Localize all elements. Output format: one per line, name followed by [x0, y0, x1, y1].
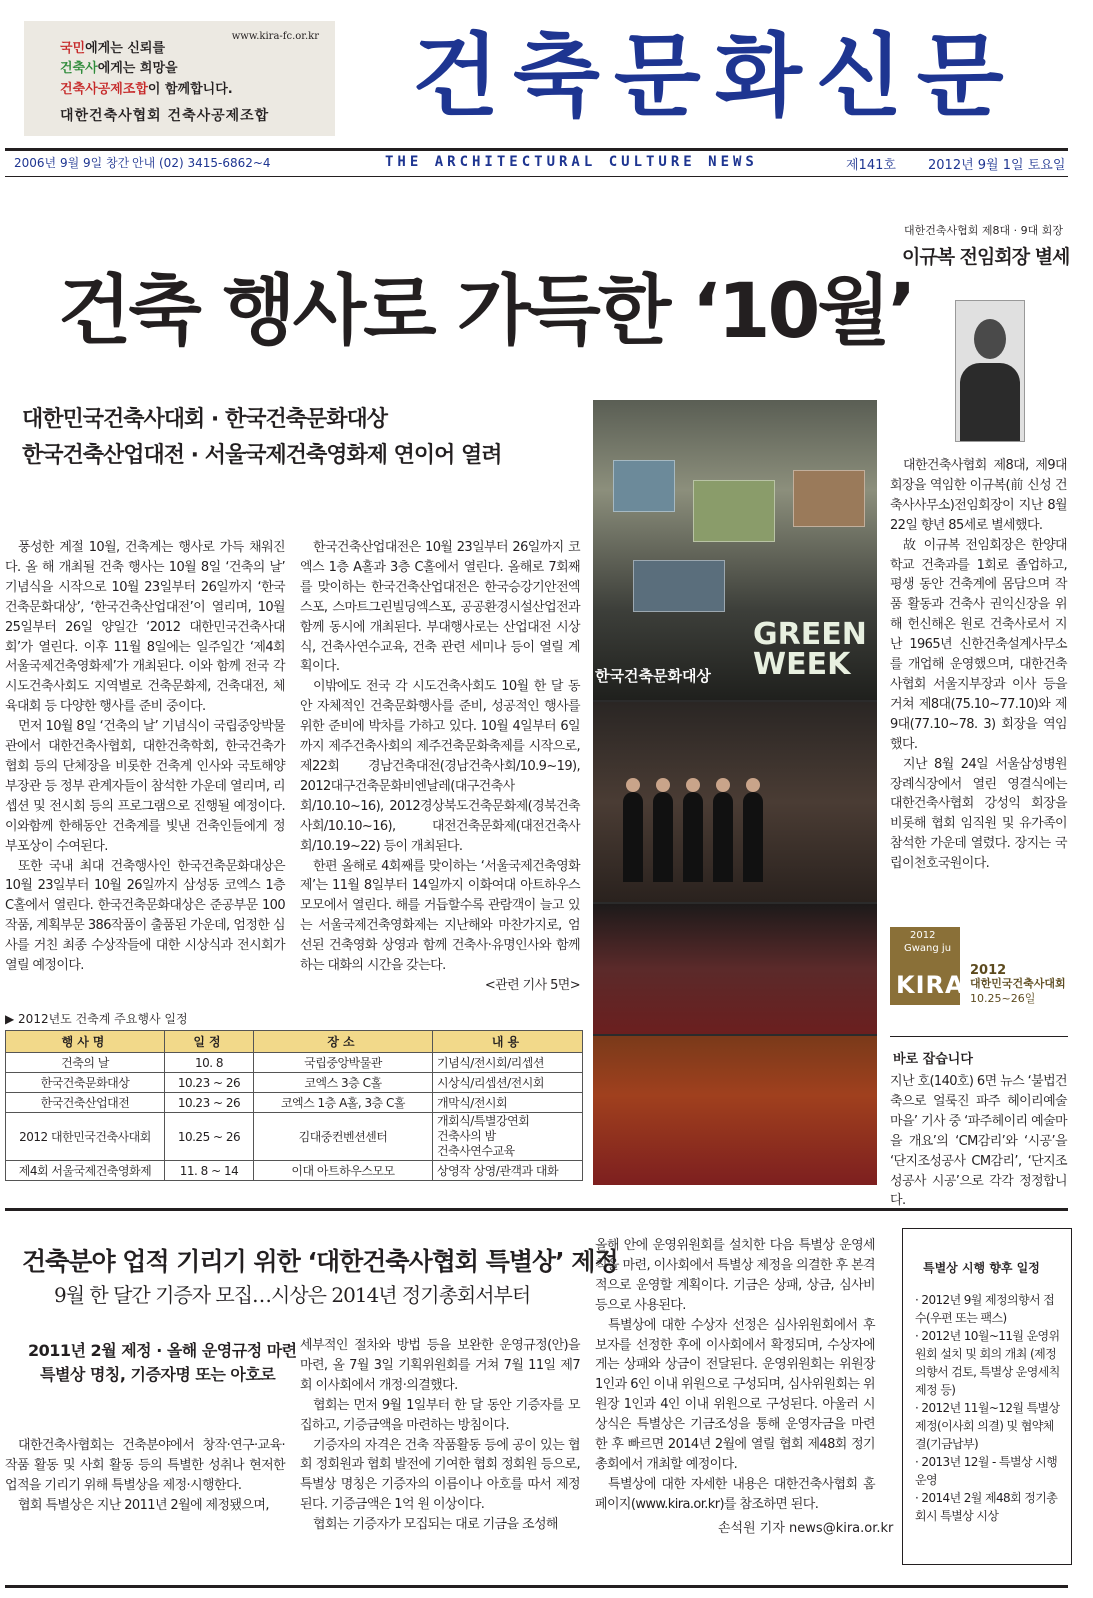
- second-subheading: 특별상 명칭, 기증자명 또는 아호로: [40, 1365, 276, 1384]
- logo-year-text: 2012: [970, 963, 1007, 978]
- ad-banner: [24, 21, 335, 136]
- portrait-photo: [955, 300, 1025, 442]
- paragraph: 협회는 기증자가 모집되는 대로 기금을 조성해: [313, 1517, 558, 1533]
- table-row: [6, 1161, 583, 1181]
- paragraph: 풍성한 계절 10월, 건축계는 행사로 가득 채워진다. 올 해 개최될 건축 행사는 10월 8일 ‘건축의 날’ 기념식을 시작으로 10월 23일부터 26일까지 ‘한국건축문화대상’, ‘한국건축산업대전’이 열리며, 10월 25일부터 26일 양일간 ‘2012 대한민국건축사대회’가 열린다. 이후 11월 8일에는 일주일간 ‘제4회 서울국제건축영화제’가 개최된다. 이와 함께 전국 각 시도건축사회도 지역별로 건축문화제, 건축대전, 체육대회 등 다양한 행사를 준비 중이다.: [5, 540, 285, 715]
- paragraph: 이밖에도 전국 각 시도건축사회도 10월 한 달 동안 자체적인 건축문화행사를 준비, 성공적인 행사를 위한 준비에 박차를 가하고 있다. 10월 4일부터 6일까지 제주건축사회의 제주건축문화축제를 시작으로, 제22회 경남건축대전(경남건축사회/10.9~19), 2012대구건축문화비엔날레(대구건축사회/10.10~16), 2012경상북도건축문화제(경북건축사회/10.10~16), 대전건축문화제(대전건축사회/10.19~22) 등이 개최된다.: [300, 679, 580, 854]
- masthead-title: 건축문화신문: [412, 24, 1018, 129]
- footer-rule: [5, 1585, 1068, 1588]
- table-row: [6, 1093, 583, 1113]
- correction-title: 바로 잡습니다: [893, 1052, 973, 1067]
- byline: 손석원 기자 news@kira.or.kr: [718, 1521, 894, 1536]
- kira-event-logo: 2012 Gwang ju KIRA: [890, 927, 960, 1005]
- table-cell: 한국건축산업대전: [6, 1093, 165, 1113]
- table-header: 내용: [433, 1031, 583, 1053]
- event-photo-collage: [593, 400, 877, 1185]
- paragraph: 세부적인 절차와 방법 등을 보완한 운영규정(안)을 마련, 올 7월 3일 기획위원회를 거쳐 7월 11일 제7회 이사회에서 개정·의결했다.: [300, 1338, 580, 1393]
- paragraph: 故 이규복 전임회장은 한양대학교 건축과를 1회로 졸업하고, 평생 동안 건축계에 몸담으며 작품 활동과 건축사 권익신장을 위해 헌신해온 원로 건축사로서 지난 1965년 신한건축설계사무소를 개업해 운영했으며, 대한건축사협회 서울지부장과 이사 등을 거쳐 제8대(75.10~77.10)와 제9대(77.10~78. 3) 회장을 역임했다.: [890, 537, 1067, 752]
- ad-url[interactable]: www.kira-fc.or.kr: [231, 31, 319, 42]
- paragraph: 올해 안에 운영위원회를 설치한 다음 특별상 운영세칙을 마련, 이사회에서 특별상 제정을 의결한 후 본격적으로 운영할 계획이다. 기금은 상패, 상금, 심사비 등으로 사용된다.: [595, 1238, 875, 1313]
- exhibition-hall-photo: [593, 400, 877, 700]
- paragraph: 협회 특별상은 지난 2011년 2월에 제정됐으며,: [18, 1497, 269, 1513]
- obit-body: [890, 456, 1067, 874]
- ad-text: 건축사: [60, 61, 98, 76]
- table-cell: 10.23 ~ 26: [165, 1073, 254, 1093]
- second-column-3: [595, 1236, 875, 1515]
- paragraph: 대한건축사협회는 건축분야에서 창작·연구·교육·작품 활동 및 사회 활동 등의 특별한 성취나 현저한 업적을 기리기 위해 특별상을 제정·시행한다.: [5, 1438, 285, 1493]
- ribbon-cutting-photo: [593, 702, 877, 902]
- logo-title-text: 대한민국건축사대회: [970, 977, 1066, 990]
- table-row: [6, 1053, 583, 1073]
- issue-date: 2012년 9월 1일 토요일: [928, 158, 1066, 173]
- table-cell: 김대중컨벤션센터: [254, 1113, 433, 1161]
- table-cell: 2012 대한민국건축사대회: [6, 1113, 165, 1161]
- table-header: 장소: [254, 1031, 433, 1053]
- paragraph: 특별상에 대한 수상자 선정은 심사위원회에서 후보자를 선정한 후에 이사회에서 확정되며, 수상자에게는 상패와 상금이 전달된다. 운영위원회는 위원장 1인과 6인 이내 위원으로 구성되며, 심사위원회는 위원장 1인과 4인 이내 위원으로 구성된다. 아울러 시상식은 특별상은 기금조성을 통해 운영자금을 마련한 후 빠르면 2014년 2월에 열릴 협회 제48회 정기총회에서 개최할 예정이다.: [595, 1317, 875, 1472]
- table-cell: 상영작 상영/관객과 대화: [433, 1161, 583, 1181]
- second-subhead: 9월 한 달간 기증자 모집…시상은 2014년 정기총회서부터: [54, 1283, 531, 1307]
- box-list: [915, 1291, 1063, 1525]
- green-week-sign: GREEN WEEK: [753, 617, 867, 682]
- list-item: · 2012년 10월~11월 운영위원회 설치 및 회의 개최 (제정의향서 검토, 특별상 운영세칙 제정 등): [915, 1329, 1060, 1397]
- table-cell: 국립중앙박물관: [254, 1053, 433, 1073]
- schedule-table: [5, 1030, 583, 1181]
- table-cell: 시상식/리셉션/전시회: [433, 1073, 583, 1093]
- table-row: [6, 1113, 583, 1161]
- table-cell: 10.23 ~ 26: [165, 1093, 254, 1113]
- second-headline: 건축분야 업적 기리기 위한 ‘대한건축사협회 특별상’ 제정: [22, 1247, 618, 1276]
- table-cell: 코엑스 1층 A홀, 3층 C홀: [254, 1093, 433, 1113]
- issue-number: 제141호: [846, 158, 896, 173]
- masthead-subtitle: THE ARCHITECTURAL CULTURE NEWS: [385, 154, 758, 170]
- lead-column-1: [5, 538, 285, 976]
- table-cell: 이대 아트하우스모모: [254, 1161, 433, 1181]
- table-cell: 건축의 날: [6, 1053, 165, 1073]
- list-item: · 2014년 2월 제48회 정기총회시 특별상 시상: [915, 1491, 1058, 1523]
- section-divider: [5, 1208, 1068, 1211]
- table-header-row: [6, 1031, 583, 1053]
- schedule-title: ▶ 2012년도 건축계 주요행사 일정: [5, 1012, 188, 1026]
- lead-headline: 건축 행사로 가득한 ‘10월’: [58, 266, 914, 355]
- founded-date: 2006년 9월 9일 창간: [14, 156, 130, 170]
- obit-headline: 이규복 전임회장 별세: [902, 246, 1070, 268]
- table-cell: 개회식/특별강연회 건축사의 밤 건축사연수교육: [433, 1113, 583, 1161]
- audience-photo: [593, 904, 877, 1034]
- table-cell: 11. 8 ~ 14: [165, 1161, 254, 1181]
- special-award-schedule-box: [902, 1228, 1072, 1565]
- table-cell: 기념식/전시회/리셉션: [433, 1053, 583, 1073]
- paragraph: 한편 올해로 4회째를 맞이하는 ‘서울국제건축영화제’는 11월 8일부터 14일까지 이화여대 아트하우스 모모에서 열린다. 해를 거듭할수록 관람객이 늘고 있는 서울국제건축영화제는 지난해와 마찬가지로, 엄선된 건축영화 상영과 함께 건축사·유명인사와 함께하는 대화의 시간을 갖는다.: [300, 858, 580, 974]
- logo-dates-text: 10.25~26일: [970, 992, 1036, 1005]
- contact-info: 안내 (02) 3415-6862~4: [132, 156, 271, 170]
- list-item: · 2012년 11월~12월 특별상 제정(이사회 의결) 및 협약체결(기금납부): [915, 1401, 1060, 1451]
- table-cell: 코엑스 3층 C홀: [254, 1073, 433, 1093]
- masthead-rule: [5, 148, 1068, 151]
- paragraph: 지난 8월 24일 서울삼성병원 장례식장에서 열린 영결식에는 대한건축사협회 강성익 회장을 비롯해 협회 임직원 및 유가족이 참석한 가운데 열렸다. 장지는 국립이천호국원이다.: [890, 756, 1067, 872]
- masthead-rule-lower: [5, 176, 1068, 177]
- paragraph: 먼저 10월 8일 ‘건축의 날’ 기념식이 국립중앙박물관에서 대한건축사협회, 대한건축학회, 한국건축가협회 등의 단체장을 비롯한 건축계 인사와 국토해양부장관 등 정부 관계자들이 참석한 가운데 열리며, 리셉션 및 전시회 등의 프로그램으로 진행될 예정이다. 이와함께 한해동안 건축계를 빛낸 건축인들에게 정부포상이 수여된다.: [5, 719, 285, 854]
- ad-organization: 대한건축사협회 건축사공제조합: [60, 108, 270, 124]
- box-title: 특별상 시행 향후 일정: [923, 1261, 1040, 1275]
- table-cell: 10. 8: [165, 1053, 254, 1073]
- list-item: · 2013년 12월 - 특별상 시행 운영: [915, 1455, 1058, 1487]
- table-cell: 10.25 ~ 26: [165, 1113, 254, 1161]
- related-article-note: <관련 기사 5면>: [484, 977, 580, 993]
- correction-body: [890, 1072, 1067, 1211]
- paragraph: 한국건축산업대전은 10월 23일부터 26일까지 코엑스 1층 A홀과 3층 C홀에서 열린다. 올해로 7회째를 맞이하는 한국건축산업대전은 한국승강기안전엑스포, 스마트그린빌딩엑스포, 공공환경시설산업전과 함께 동시에 개최된다. 부대행사로는 산업대전 시상식, 건축사연수교육, 건축 관련 세미나 등이 열릴 계획이다.: [300, 540, 580, 675]
- section-divider: [890, 1036, 1068, 1037]
- paragraph: 지난 호(140호) 6면 뉴스 ‘불법건축으로 얼룩진 파주 헤이리예술마을’ 기사 중 ‘파주헤이리 예술마을 개요’의 ‘CM감리’와 ‘시공’을 ‘단지조성공사 CM감리’, ‘단지조성공사 시공’으로 각각 정정합니다.: [890, 1074, 1067, 1209]
- auditorium-photo: [593, 1036, 877, 1185]
- ad-text: 국민: [60, 41, 86, 56]
- obit-meta: 대한건축사협회 제8대 · 9대 회장: [904, 224, 1063, 237]
- paragraph: 또한 국내 최대 건축행사인 한국건축문화대상은 10월 23일부터 10월 26일까지 삼성동 코엑스 1층 C홀에서 열린다. 한국건축문화대상은 준공부문 100작품, 계획부문 386작품이 출품된 가운데, 엄정한 심사를 거친 최종 수상작들에 대한 시상식과 전시회가 열릴 예정이다.: [5, 858, 285, 974]
- table-header: 일정: [165, 1031, 254, 1053]
- paragraph: 협회는 먼저 9월 1일부터 한 달 동안 기증자를 모집하고, 기증금액을 마련하는 방침이다.: [300, 1397, 580, 1433]
- photo-caption: 한국건축문화대상: [595, 667, 711, 685]
- list-item: · 2012년 9월 제정의향서 접수(우편 또는 팩스): [915, 1293, 1055, 1325]
- ad-text: 건축사공제조합: [60, 82, 148, 97]
- table-cell: 한국건축문화대상: [6, 1073, 165, 1093]
- lead-column-2: [300, 538, 580, 996]
- second-column-1: [5, 1436, 285, 1516]
- second-column-2: [300, 1336, 580, 1535]
- paragraph: 기증자의 자격은 건축 작품활동 등에 공이 있는 협회 정회원과 협회 발전에 기여한 협회 정회원 등으로, 특별상 명칭은 기증자의 이름이나 아호를 따서 제정된다. 기증금액은 1억 원 이상이다.: [300, 1437, 580, 1513]
- table-row: [6, 1073, 583, 1093]
- table-header: 행사명: [6, 1031, 165, 1053]
- lead-subhead: 한국건축산업대전 · 서울국제건축영화제 연이어 열려: [22, 443, 502, 468]
- table-cell: 제4회 서울국제건축영화제: [6, 1161, 165, 1181]
- ad-text: 에게는 희망을: [97, 61, 178, 76]
- ad-text: 이 함께합니다.: [147, 82, 233, 97]
- ad-text: 에게는 신뢰를: [85, 41, 165, 56]
- lead-subhead: 대한민국건축사대회 · 한국건축문화대상: [22, 407, 387, 432]
- second-subheading: 2011년 2월 제정 · 올해 운영규정 마련: [28, 1341, 297, 1360]
- table-cell: 개막식/전시회: [433, 1093, 583, 1113]
- paragraph: 특별상에 대한 자세한 내용은 대한건축사협회 홈페이지(www.kira.or.kr)를 참조하면 된다.: [595, 1476, 875, 1512]
- paragraph: 대한건축사협회 제8대, 제9대 회장을 역임한 이규복(前 신성 건축사사무소)전임회장이 지난 8월 22일 향년 85세로 별세했다.: [890, 458, 1067, 533]
